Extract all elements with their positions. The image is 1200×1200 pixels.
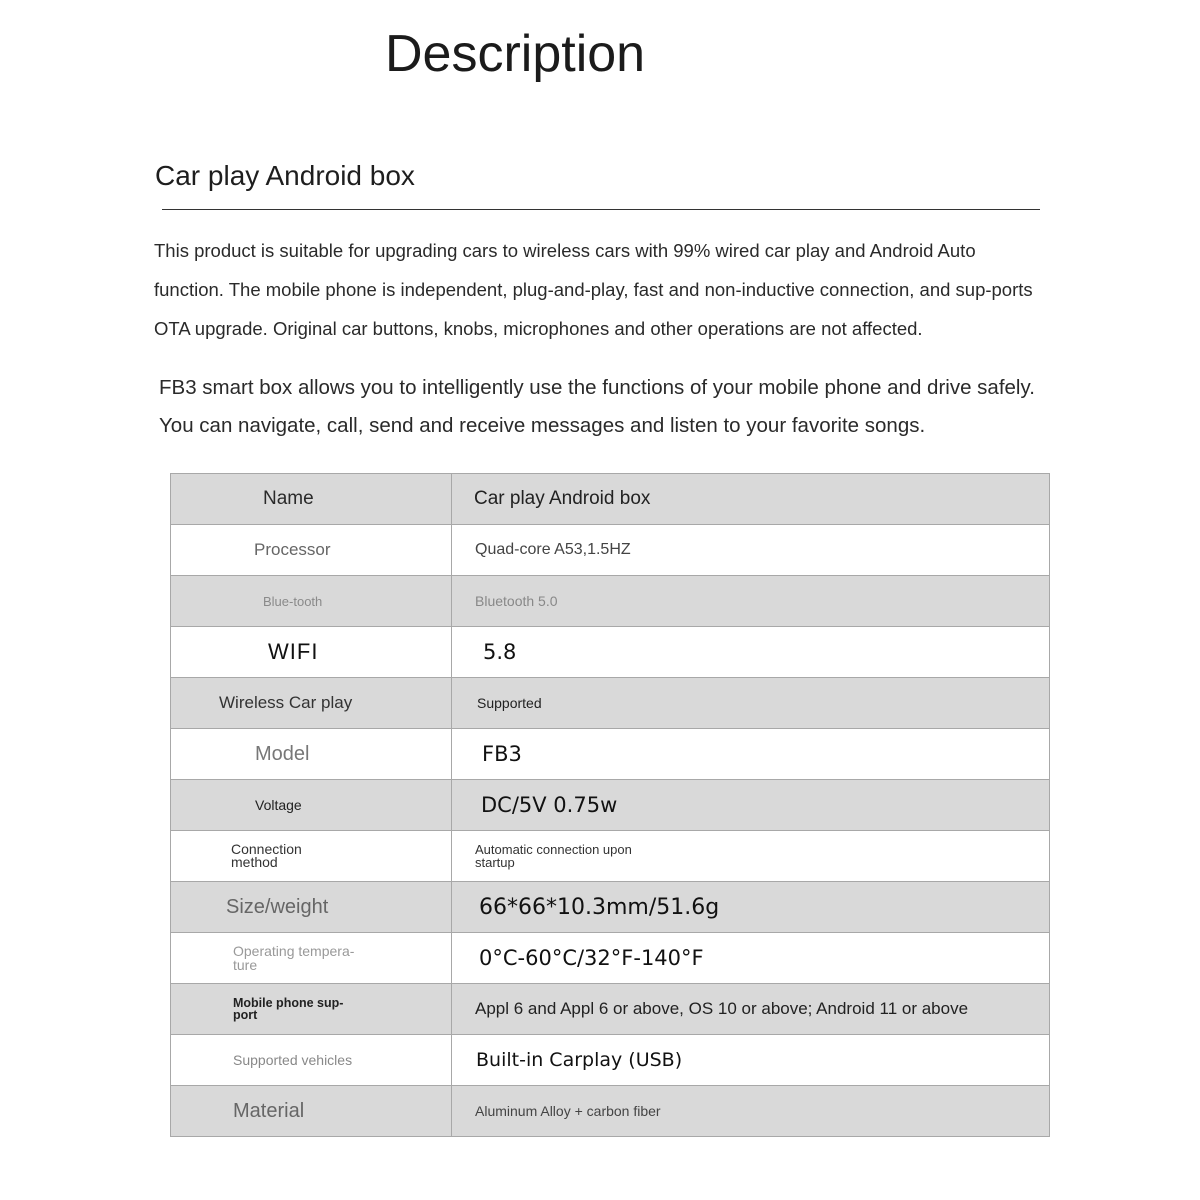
page-title: Description	[385, 25, 646, 83]
spec-label-wireless-carplay: Wireless Car play	[219, 693, 353, 712]
table-row	[171, 576, 1050, 627]
description-paragraph-2: FB3 smart box allows you to intelligently use the functions of your mobile phone and drive safely. You can navigate, call, send and receive messages and listen to your favorite songs.	[159, 376, 1035, 437]
table-row	[171, 627, 1050, 678]
spec-table	[170, 473, 1050, 1137]
section-divider	[162, 209, 1040, 210]
spec-label-supported-vehicles: Supported vehicles	[233, 1052, 353, 1068]
spec-label-cell	[171, 831, 452, 882]
spec-value-material: Aluminum Alloy + carbon fiber	[475, 1103, 661, 1119]
spec-value-size-weight: 66*66*10.3mm/51.6g	[479, 894, 720, 920]
spec-value-mobile-phone-support: Appl 6 and Appl 6 or above, OS 10 or above; Android 11 or above	[475, 999, 969, 1018]
spec-label-size-weight: Size/weight	[226, 895, 329, 918]
spec-value-name: Car play Android box	[474, 488, 651, 509]
spec-label-cell	[171, 627, 452, 678]
spec-value-cell	[452, 678, 1050, 729]
spec-label-cell	[171, 933, 452, 984]
spec-label-cell	[171, 984, 452, 1035]
spec-label-operating-temperature: Operating tempera-ture	[233, 943, 355, 973]
spec-value-processor: Quad-core A53,1.5HZ	[475, 541, 631, 558]
spec-value-cell	[452, 984, 1050, 1035]
table-row	[171, 525, 1050, 576]
section-heading: Car play Android box	[155, 160, 415, 191]
spec-label-cell	[171, 729, 452, 780]
spec-label-cell	[171, 576, 452, 627]
table-row	[171, 729, 1050, 780]
spec-label-voltage: Voltage	[255, 797, 302, 813]
spec-label-wifi: WIFI	[268, 639, 319, 664]
spec-value-cell	[452, 882, 1050, 933]
spec-label-bluetooth: Blue-tooth	[263, 593, 323, 609]
spec-value-cell	[452, 729, 1050, 780]
table-row	[171, 882, 1050, 933]
spec-label-cell	[171, 882, 452, 933]
table-row	[171, 831, 1050, 882]
spec-value-supported-vehicles: Built-in Carplay (USB)	[476, 1049, 683, 1071]
table-row	[171, 678, 1050, 729]
spec-value-wifi: 5.8	[483, 640, 517, 664]
spec-label-cell	[171, 780, 452, 831]
spec-value-cell	[452, 627, 1050, 678]
spec-label-mobile-phone-support: Mobile phone sup-port	[233, 996, 344, 1022]
spec-label-cell	[171, 1035, 452, 1086]
spec-label-cell	[171, 678, 452, 729]
table-row	[171, 984, 1050, 1035]
table-row	[171, 933, 1050, 984]
spec-label-material: Material	[233, 1099, 305, 1122]
spec-label-model: Model	[255, 742, 310, 765]
spec-value-voltage: DC/5V 0.75w	[481, 793, 618, 817]
spec-value-cell	[452, 831, 1050, 882]
spec-label-connection-method: Connection method	[231, 841, 302, 870]
table-row	[171, 474, 1050, 525]
table-row	[171, 1086, 1050, 1137]
spec-value-cell	[452, 525, 1050, 576]
spec-label-name: Name	[263, 488, 314, 509]
spec-value-cell	[452, 1035, 1050, 1086]
spec-value-cell	[452, 933, 1050, 984]
table-row	[171, 1035, 1050, 1086]
spec-value-cell	[452, 780, 1050, 831]
spec-value-cell	[452, 1086, 1050, 1137]
spec-label-processor: Processor	[254, 540, 331, 559]
table-row	[171, 780, 1050, 831]
spec-value-bluetooth: Bluetooth 5.0	[475, 593, 558, 609]
spec-value-connection-method: Automatic connection upon startup	[475, 842, 632, 870]
spec-label-cell	[171, 1086, 452, 1137]
spec-label-cell	[171, 525, 452, 576]
spec-value-model: FB3	[482, 742, 522, 766]
spec-value-cell	[452, 576, 1050, 627]
description-paragraph-1: This product is suitable for upgrading cars to wireless cars with 99% wired car play and Android Auto function. The mobile phone is independent, plug-and-play, fast and non-inductive connection, and sup-ports OTA upgrade. Original car buttons, knobs, microphones and other operations are not affected.	[154, 240, 1033, 339]
spec-value-cell	[452, 474, 1050, 525]
spec-label-cell	[171, 474, 452, 525]
spec-value-operating-temperature: 0°C-60°C/32°F-140°F	[479, 946, 704, 970]
spec-value-wireless-carplay: Supported	[477, 695, 542, 711]
